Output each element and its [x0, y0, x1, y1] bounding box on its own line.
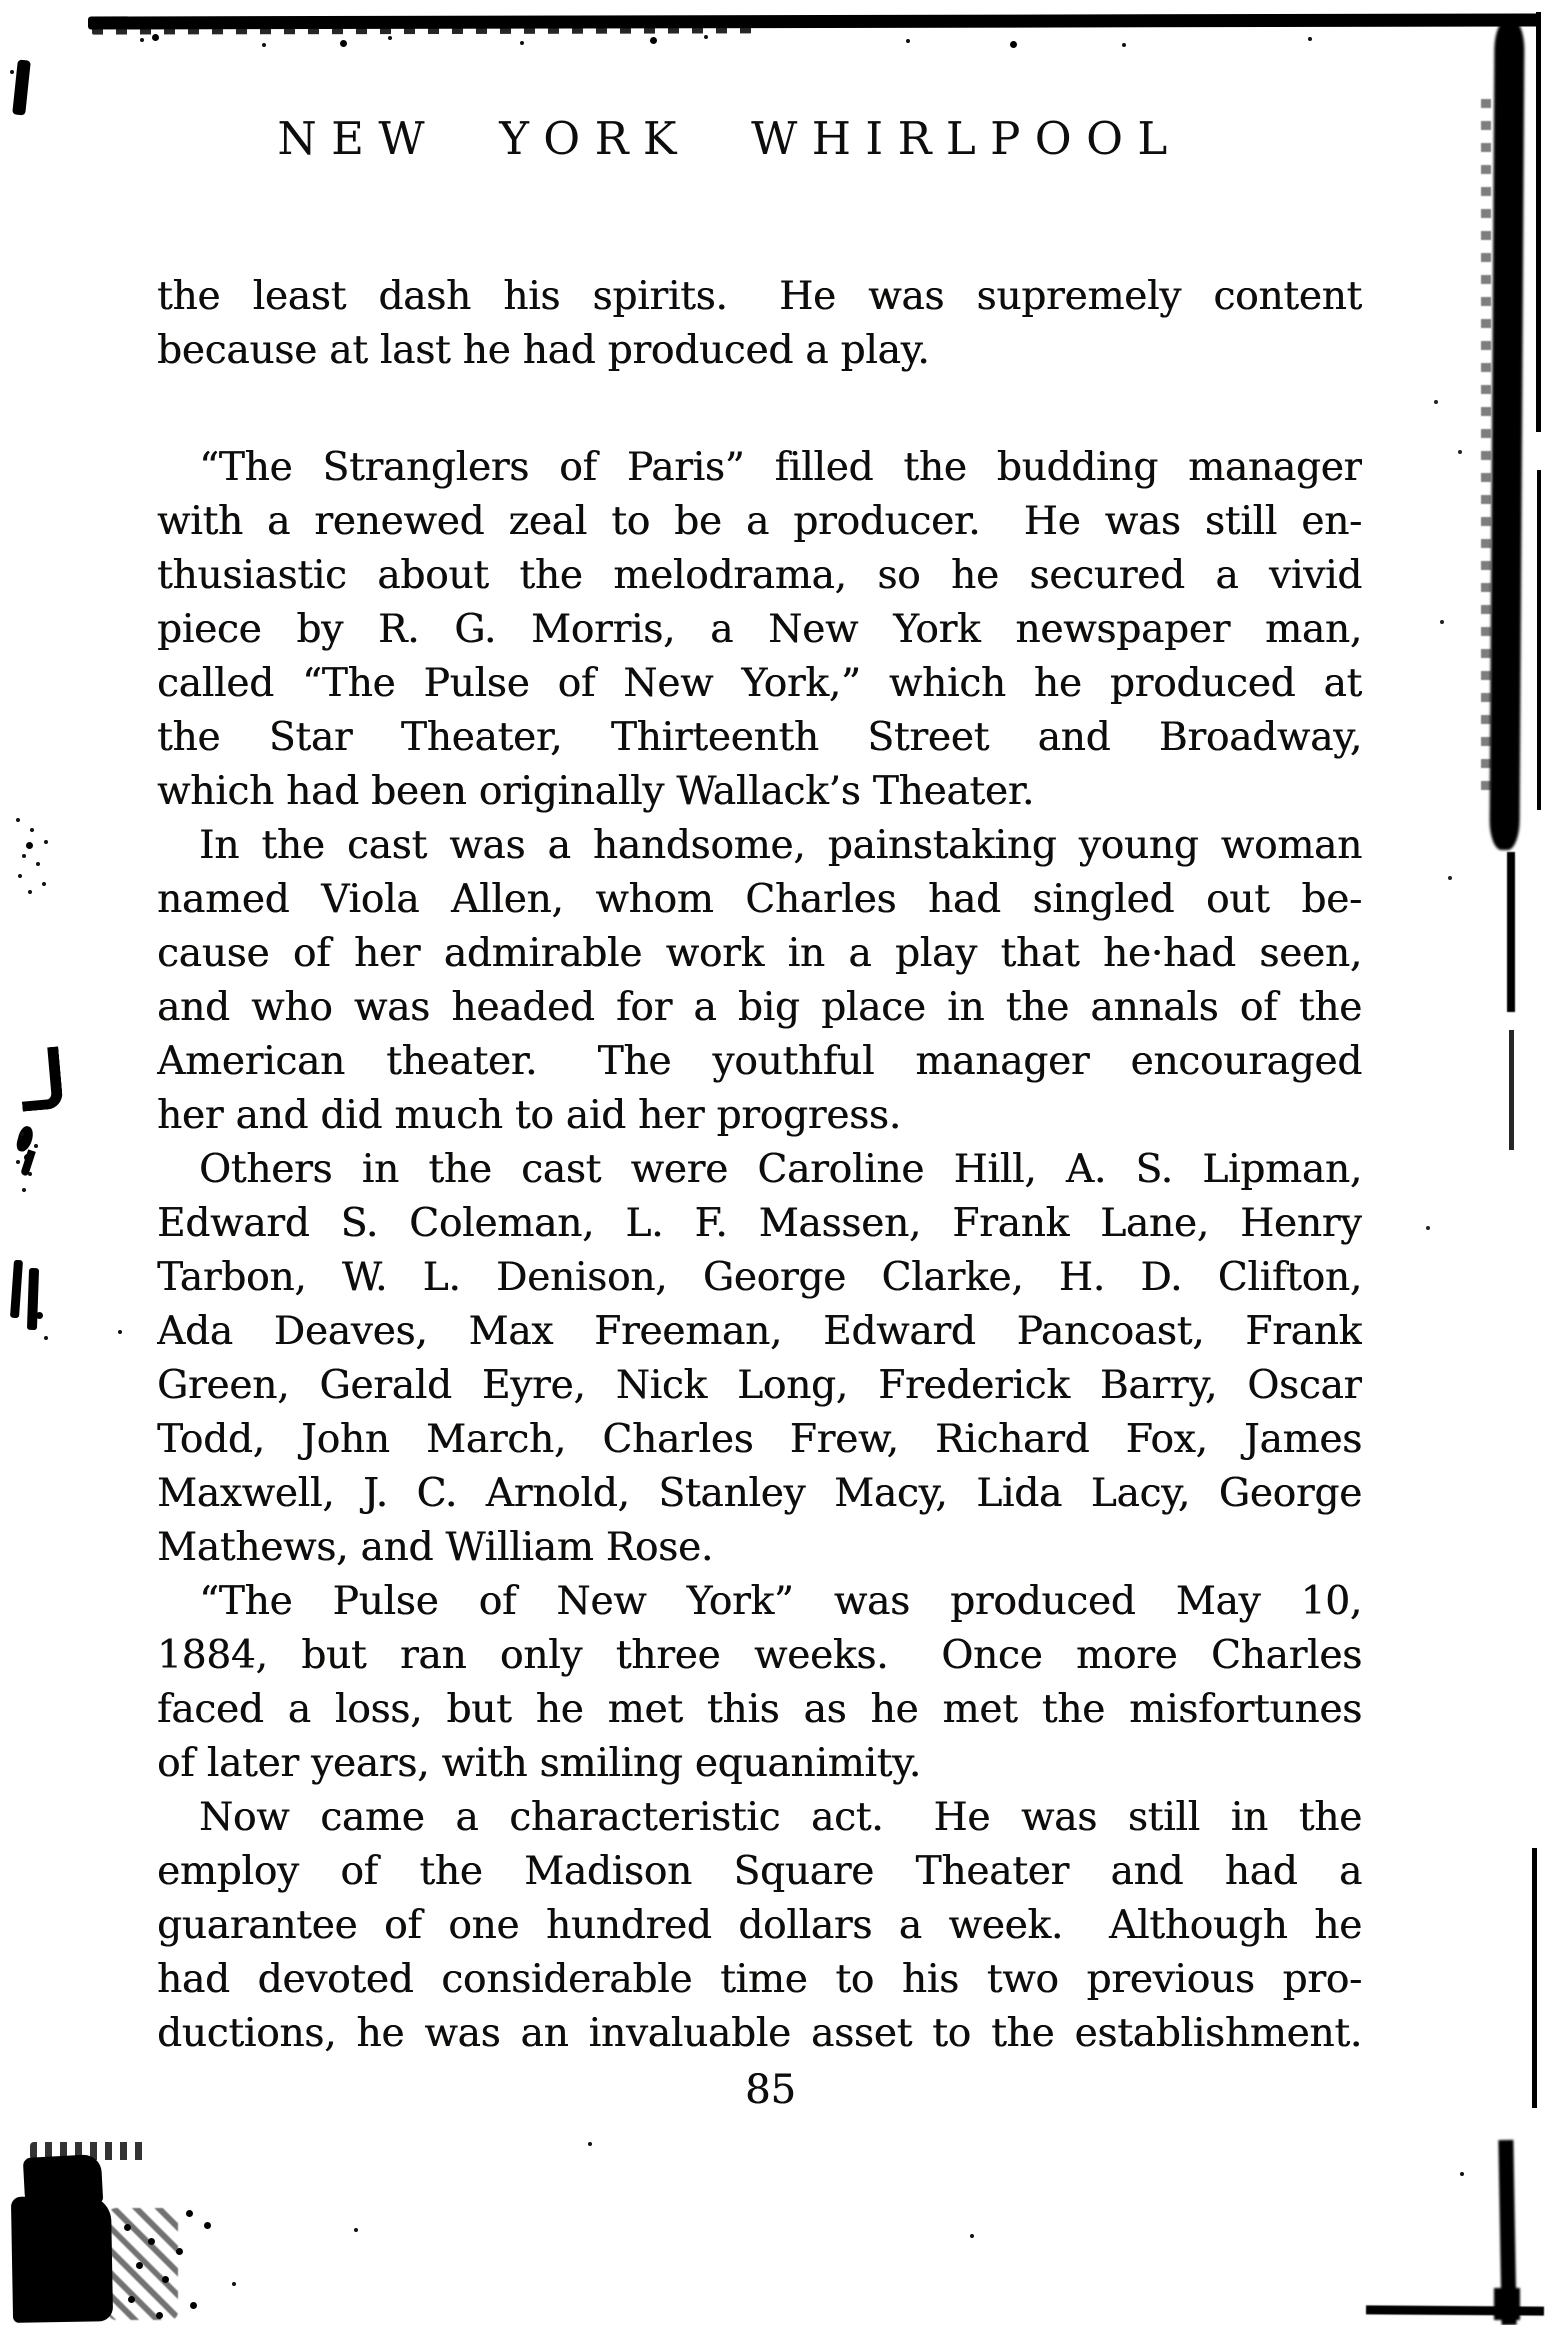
text-line: her and did much to aid her progress.	[157, 1093, 901, 1138]
ink-blot-fray	[30, 2142, 150, 2160]
text-line: 1884, but ran only three weeks. Once more Charles	[157, 1633, 1362, 1678]
text-line: guarantee of one hundred dollars a week. Although he	[157, 1903, 1362, 1948]
text-line: Green, Gerald Eyre, Nick Long, Frederick Barry, Oscar	[157, 1363, 1362, 1408]
text-line: the least dash his spirits. He was supremely content	[157, 274, 1362, 319]
text-line: called “The Pulse of New York,” which he produced at	[157, 661, 1362, 706]
text-line: named Viola Allen, whom Charles had singled out be-	[157, 877, 1362, 922]
text-line: Tarbon, W. L. Denison, George Clarke, H. D. Clifton,	[157, 1255, 1362, 1300]
text-line: Edward S. Coleman, L. F. Massen, Frank Lane, Henry	[157, 1201, 1362, 1246]
ink-blot-fray	[108, 2208, 178, 2320]
text-line: the Star Theater, Thirteenth Street and Broadway,	[157, 715, 1362, 760]
text-line: cause of her admirable work in a play that he·had seen,	[157, 931, 1362, 976]
scan-edge-right-line	[1536, 12, 1541, 432]
scan-edge-right-line	[1537, 470, 1541, 810]
text-line: Ada Deaves, Max Freeman, Edward Pancoast, Frank	[157, 1309, 1362, 1354]
text-line: ductions, he was an invaluable asset to the establishment.	[157, 2011, 1362, 2056]
page-number: 85	[745, 2067, 796, 2113]
text-line: In the cast was a handsome, painstaking young woman	[199, 823, 1362, 868]
margin-ink-strokes	[10, 1260, 23, 1318]
text-line: because at last he had produced a play.	[157, 328, 930, 373]
text-line: “The Stranglers of Paris” filled the budding manager	[199, 445, 1362, 490]
text-line: Todd, John March, Charles Frew, Richard Fox, James	[157, 1417, 1362, 1462]
text-line: Now came a characteristic act. He was still in the	[199, 1795, 1362, 1840]
scan-gutter-shadow	[1489, 20, 1524, 850]
scan-gutter-thin	[1507, 852, 1515, 1012]
text-line: Others in the cast were Caroline Hill, A. S. Lipman,	[199, 1147, 1362, 1192]
text-line: “The Pulse of New York” was produced May 10,	[199, 1579, 1362, 1624]
text-line: Mathews, and William Rose.	[157, 1525, 714, 1570]
margin-ink-strokes	[27, 1268, 39, 1330]
text-line: piece by R. G. Morris, a New York newspaper man,	[157, 607, 1362, 652]
text-line: American theater. The youthful manager encouraged	[157, 1039, 1362, 1084]
text-line: faced a loss, but he met this as he met the misfortunes	[157, 1687, 1362, 1732]
text-column	[157, 270, 1362, 2061]
scan-edge-bottom-streak	[1366, 2305, 1544, 2315]
text-line: employ of the Madison Square Theater and had a	[157, 1849, 1362, 1894]
scan-edge-top-fray	[92, 26, 752, 34]
text-line: which had been originally Wallack’s Theater.	[157, 769, 1035, 814]
margin-ink-comma	[20, 1149, 36, 1176]
text-line: and who was headed for a big place in the annals of the	[157, 985, 1362, 1030]
scan-gutter-shadow-fray	[1481, 90, 1491, 790]
text-line: Maxwell, J. C. Arnold, Stanley Macy, Lida Lacy, George	[157, 1471, 1362, 1516]
margin-ink-comma	[15, 1125, 35, 1154]
text-line: of later years, with smiling equanimity.	[157, 1741, 921, 1786]
ink-blot-bottom-left	[11, 2195, 113, 2323]
ink-blot-bottom-left	[23, 2154, 103, 2206]
scan-specks	[0, 0, 7, 7]
running-header: NEW YORK WHIRLPOOL	[277, 112, 1182, 165]
margin-ink-stroke	[12, 59, 31, 115]
text-line: with a renewed zeal to be a producer. He was still en-	[157, 499, 1362, 544]
text-line: had devoted considerable time to his two previous pro-	[157, 1957, 1362, 2002]
margin-ink-hook	[17, 1046, 63, 1111]
scan-gutter-lower-line	[1532, 1848, 1537, 2108]
scan-gutter-thin	[1509, 1030, 1514, 1150]
text-line: thusiastic about the melodrama, so he secured a vivid	[157, 553, 1362, 598]
